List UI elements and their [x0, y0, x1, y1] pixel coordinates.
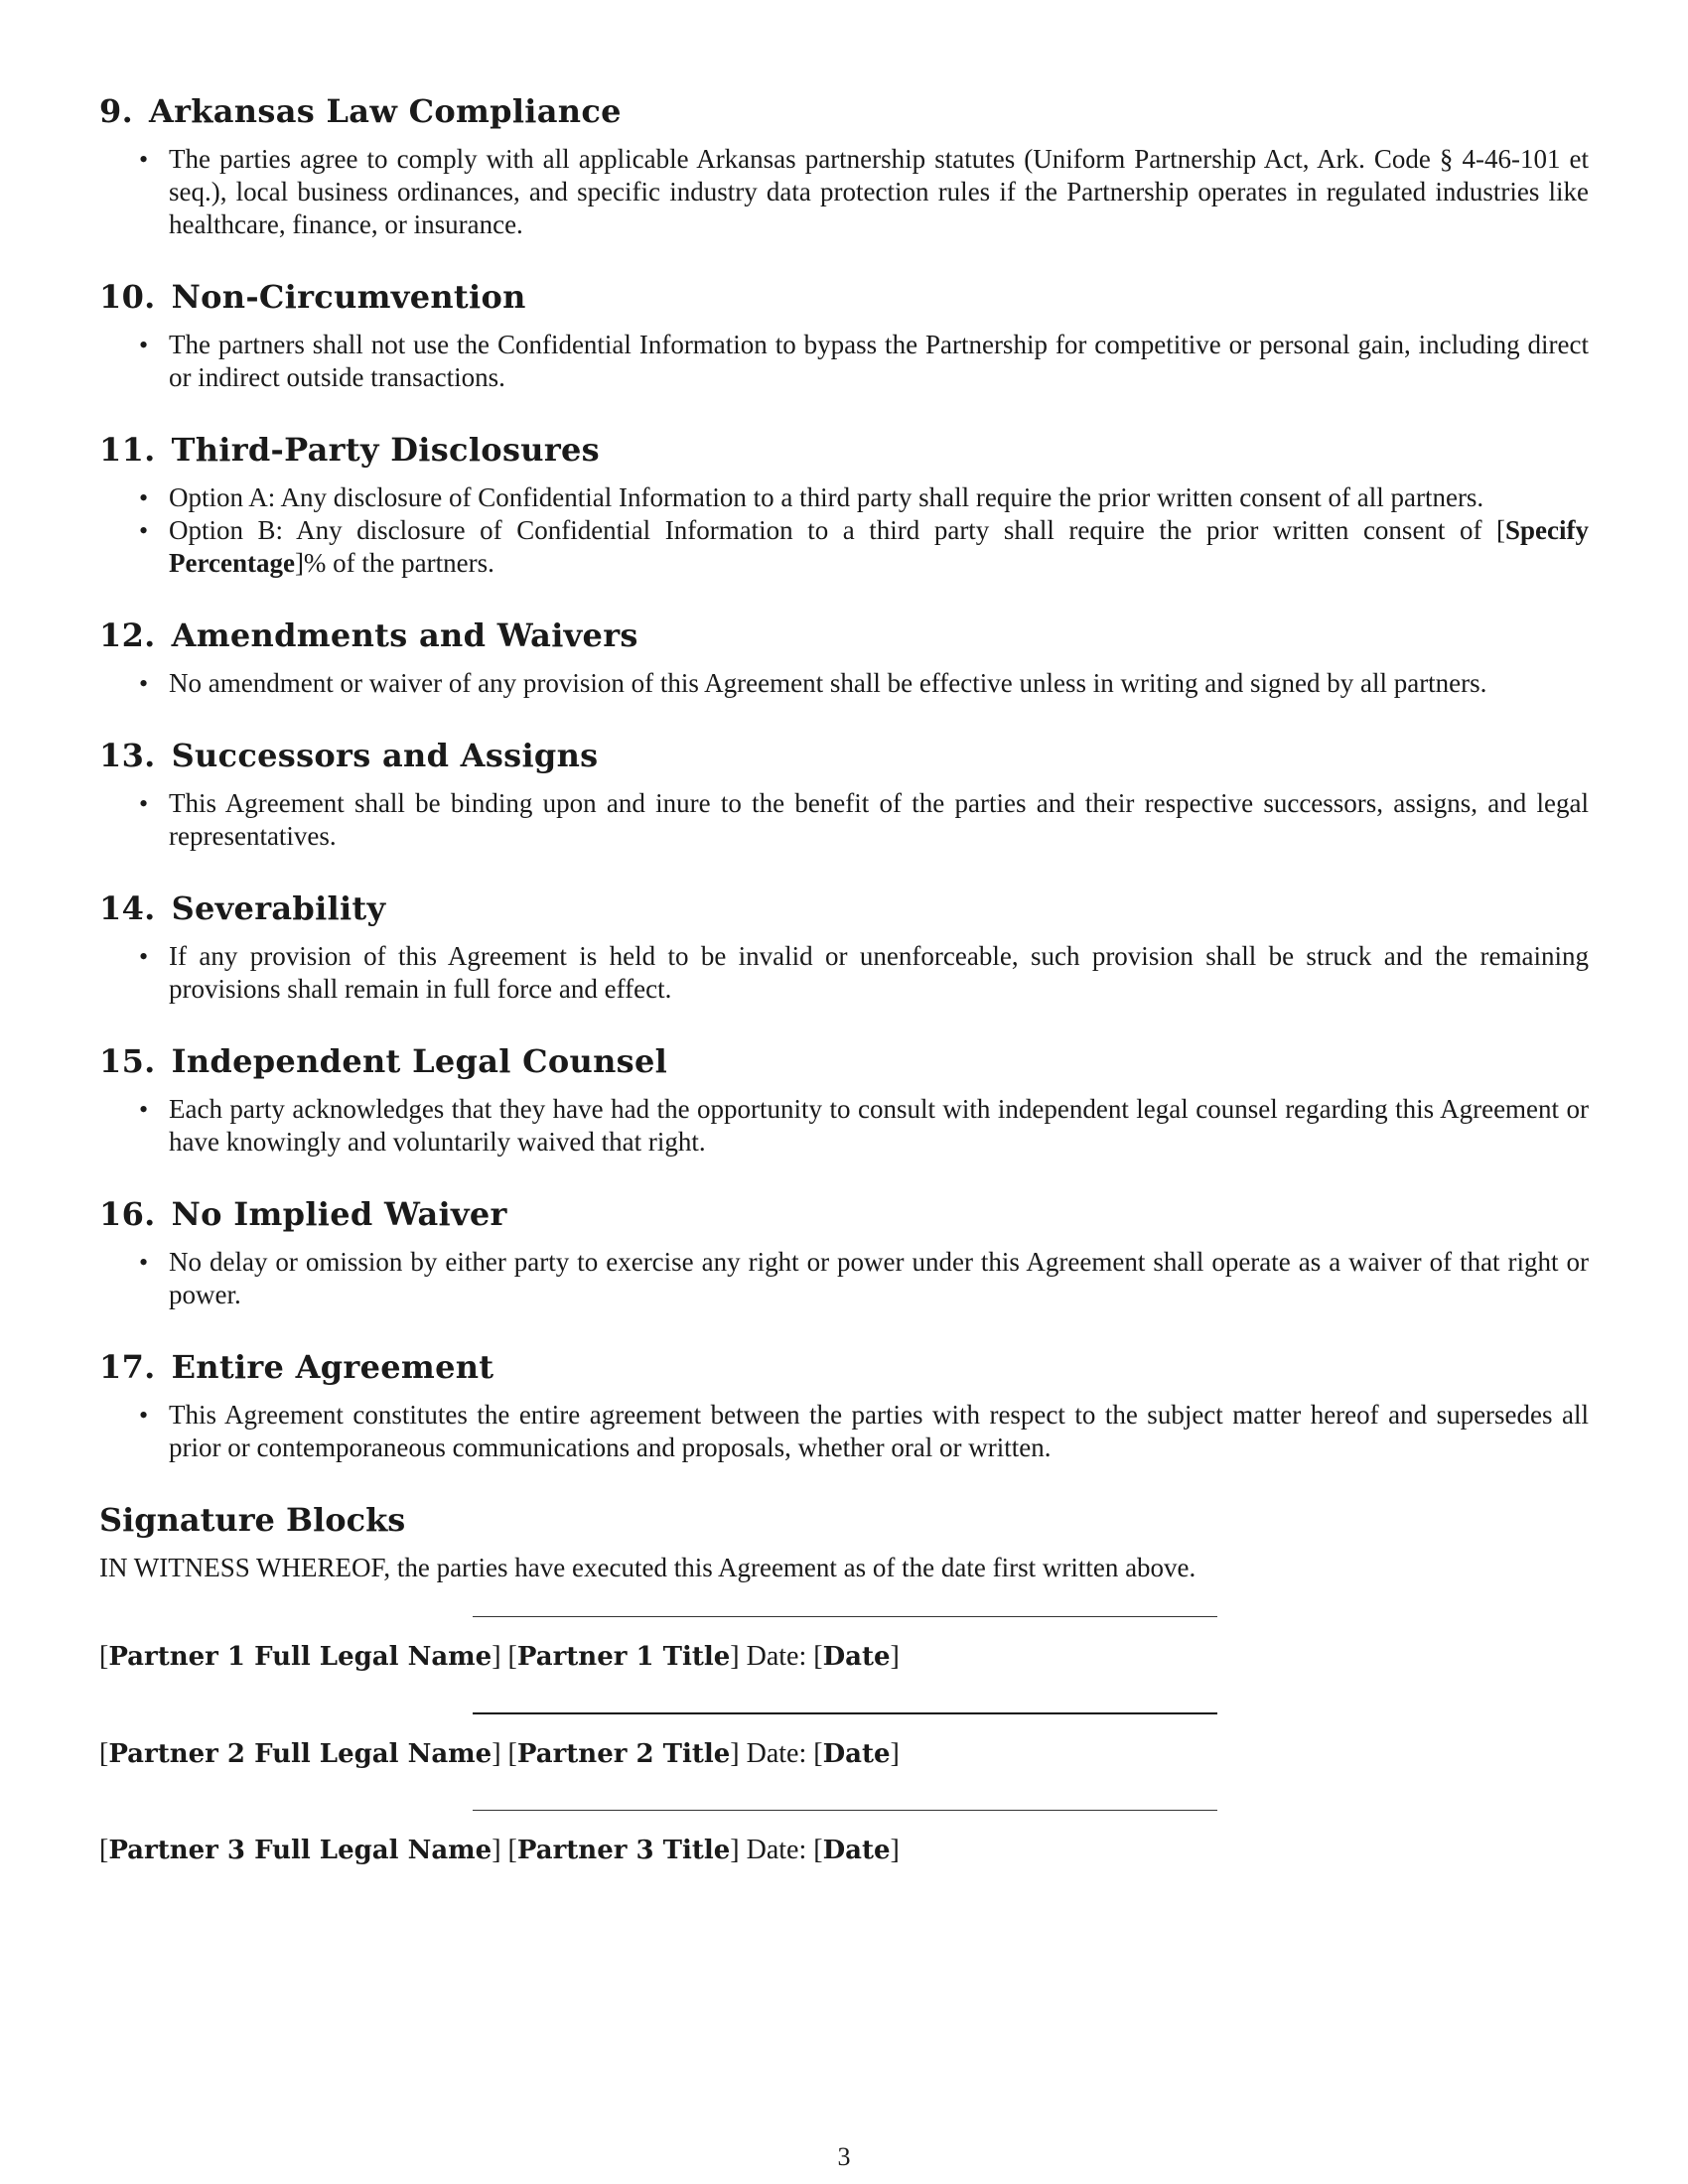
section-heading: 9. Arkansas Law Compliance [99, 92, 622, 130]
document-page [99, 91, 1589, 1906]
bullet-list [99, 1093, 1589, 1159]
signature-row-partner-1: [Partner 1 Full Legal Name] [Partner 1 Title] Date: [Date] [99, 1641, 900, 1672]
section-heading: 14. Severability [99, 889, 386, 927]
partner-name: Partner 3 Full Legal Name [108, 1836, 492, 1865]
bullet-item: • Each party acknowledges that they have had the opportunity to consult with independent legal counsel regarding this Agreement or have knowingly and voluntarily waived that right. [99, 1093, 1589, 1159]
partner-name: Partner 1 Full Legal Name [108, 1642, 492, 1672]
bullet-item: • No amendment or waiver of any provision of this Agreement shall be effective unless in writing and signed by all partners. [99, 667, 1589, 700]
bullet-item: • This Agreement shall be binding upon and inure to the benefit of the parties and their respective successors, assigns, and legal representatives. [99, 787, 1589, 853]
bullet-list [99, 667, 1589, 700]
section-heading: 15. Independent Legal Counsel [99, 1042, 668, 1080]
section-heading: 11. Third-Party Disclosures [99, 431, 600, 469]
page-number: 3 [837, 2142, 851, 2171]
bullet-item-option-a: • Option A: Any disclosure of Confidential Information to a third party shall require the prior written consent of all partners. [99, 481, 1589, 514]
signature-line[interactable] [473, 1616, 1217, 1617]
bullet-list [99, 787, 1589, 853]
bullet-item: • If any provision of this Agreement is held to be invalid or unenforceable, such provision shall be struck and the remaining provisions shall remain in full force and effect. [99, 940, 1589, 1006]
placeholder-percentage: Specify Percentage [169, 515, 1589, 578]
witness-statement: IN WITNESS WHEREOF, the parties have executed this Agreement as of the date first written above. [99, 1553, 1196, 1582]
section-12 [99, 615, 1589, 700]
section-heading: 10. Non-Circumvention [99, 278, 526, 316]
bullet-list [99, 1246, 1589, 1311]
section-11 [99, 430, 1589, 580]
section-16 [99, 1194, 1589, 1311]
section-13 [99, 736, 1589, 853]
bullet-item: • This Agreement constitutes the entire agreement between the parties with respect to the subject matter hereof and supersedes all prior or contemporaneous communications and proposals, whether oral or written. [99, 1399, 1589, 1464]
bullet-item: • No delay or omission by either party to exercise any right or power under this Agreement shall operate as a waiver of that right or power. [99, 1246, 1589, 1311]
bullet-item: • The partners shall not use the Confidential Information to bypass the Partnership for competitive or personal gain, including direct or indirect outside transactions. [99, 329, 1589, 394]
signature-line[interactable] [473, 1810, 1217, 1811]
section-17 [99, 1347, 1589, 1464]
bullet-item: • The parties agree to comply with all applicable Arkansas partnership statutes (Uniform Partnership Act, Ark. Code § 4-46-101 et seq.), local business ordinances, and specific industry data protection rules if the Partnership operates in regulated industries like healthcare, finance, or insurance. [99, 143, 1589, 241]
bullet-list [99, 1399, 1589, 1464]
partner-title: Partner 2 Title [516, 1739, 731, 1769]
date-value: Date [822, 1739, 891, 1769]
signature-heading: Signature Blocks [99, 1501, 406, 1539]
section-14 [99, 888, 1589, 1006]
section-heading: 16. No Implied Waiver [99, 1195, 507, 1233]
section-heading: 13. Successors and Assigns [99, 737, 599, 774]
bullet-list [99, 329, 1589, 394]
signature-blocks [99, 1500, 1589, 1868]
partner-name: Partner 2 Full Legal Name [108, 1739, 492, 1769]
bullet-item-option-b: • Option B: Any disclosure of Confidential Information to a third party shall require the prior written consent of [Specify Percentage]% of the partners. [99, 514, 1589, 580]
signature-row-partner-3: [Partner 3 Full Legal Name] [Partner 3 Title] Date: [Date] [99, 1835, 900, 1865]
section-heading: 12. Amendments and Waivers [99, 616, 638, 654]
date-value: Date [822, 1836, 891, 1865]
partner-title: Partner 3 Title [516, 1836, 731, 1865]
section-heading: 17. Entire Agreement [99, 1348, 494, 1386]
bullet-list [99, 143, 1589, 241]
bullet-list [99, 940, 1589, 1006]
partner-title: Partner 1 Title [516, 1642, 731, 1672]
signature-line[interactable] [473, 1712, 1217, 1714]
section-10 [99, 277, 1589, 394]
date-label: Date: [746, 1835, 807, 1865]
section-15 [99, 1041, 1589, 1159]
date-label: Date: [746, 1641, 807, 1672]
bullet-list [99, 481, 1589, 580]
date-label: Date: [746, 1738, 807, 1769]
signature-row-partner-2: [Partner 2 Full Legal Name] [Partner 2 Title] Date: [Date] [99, 1738, 900, 1769]
date-value: Date [822, 1642, 891, 1672]
section-9 [99, 91, 1589, 241]
